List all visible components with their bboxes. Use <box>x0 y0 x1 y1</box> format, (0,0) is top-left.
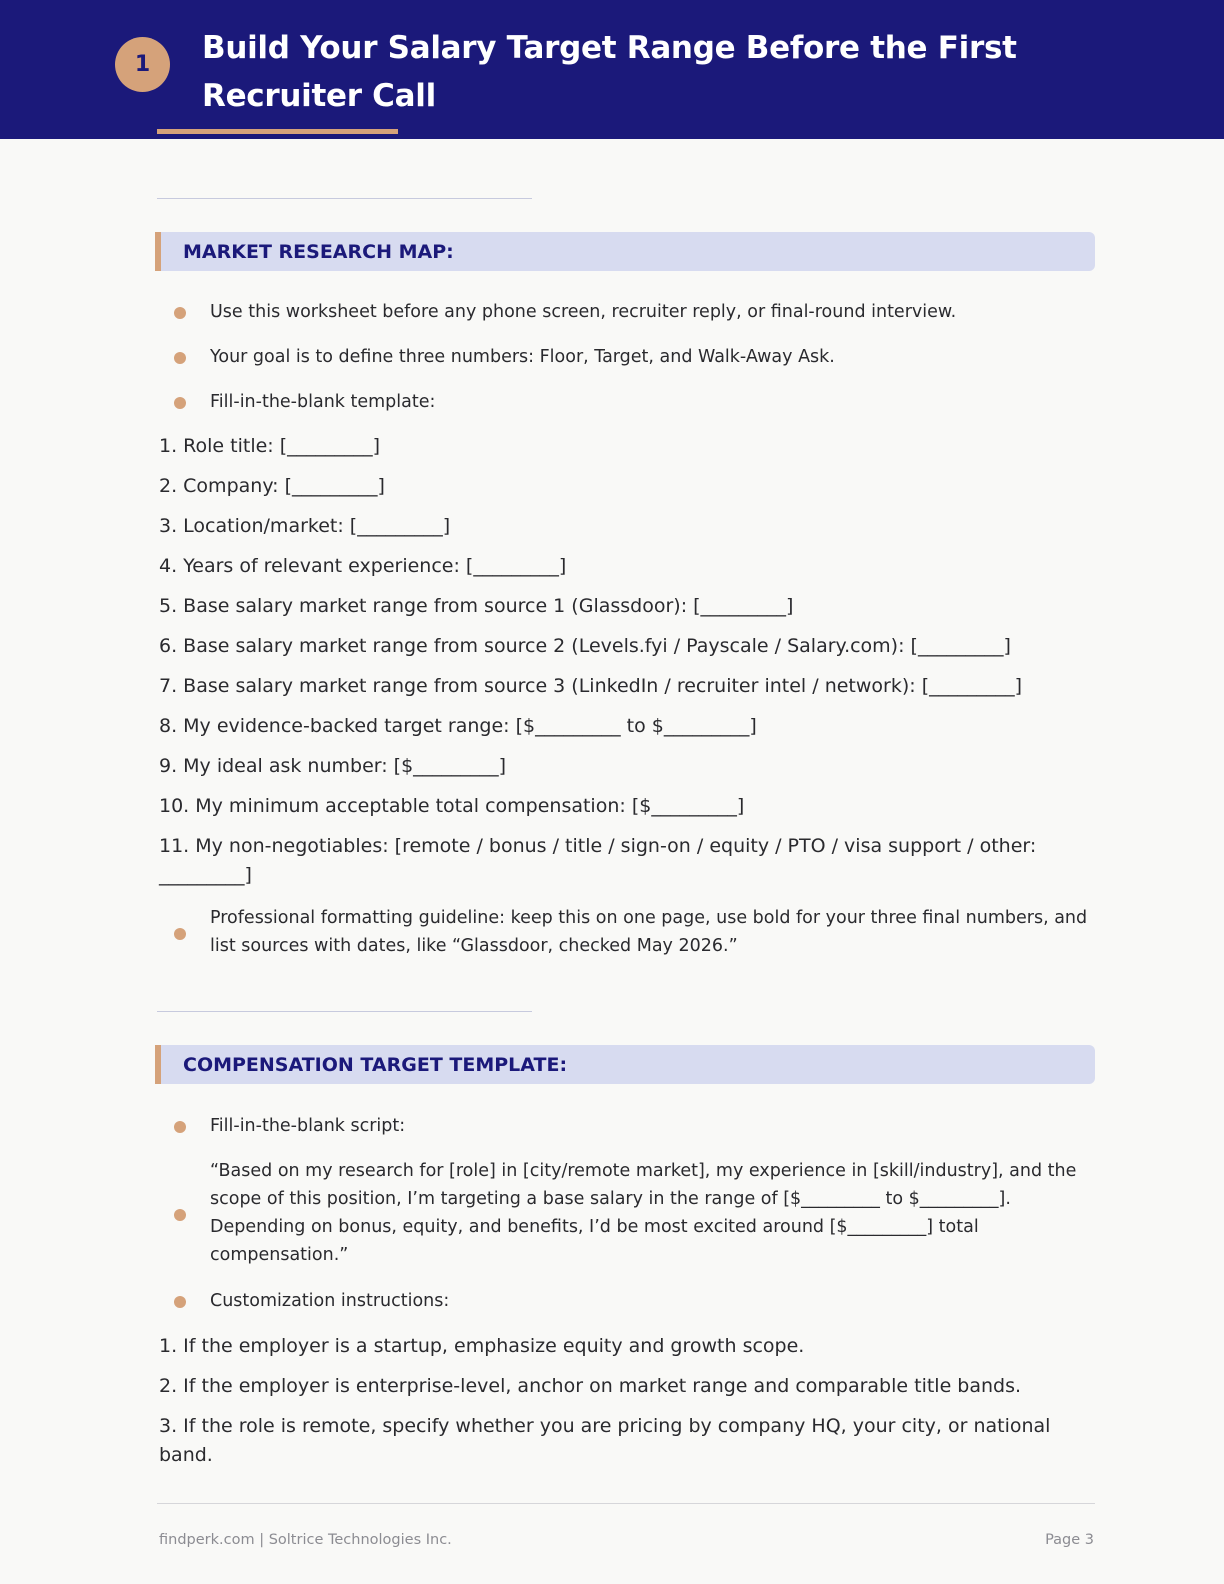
list-item: 11. My non-negotiables: [remote / bonus / title / sign-on / equity / PTO / visa support / other: _________] <box>159 835 1037 886</box>
list-item: 2. Company: [_________] <box>159 475 385 497</box>
list-item: 8. My evidence-backed target range: [$_________ to $_________] <box>159 715 757 737</box>
section-heading-market-research: MARKET RESEARCH MAP: <box>155 232 1095 271</box>
footer-divider <box>157 1503 1095 1504</box>
list-item: 9. My ideal ask number: [$_________] <box>159 755 507 777</box>
footer-source: findperk.com | Soltrice Technologies Inc. <box>159 1532 452 1548</box>
list-item: 1. Role title: [_________] <box>159 435 381 457</box>
bullet-item: Customization instructions: <box>210 1291 450 1311</box>
bullet-item: Your goal is to define three numbers: Floor, Target, and Walk-Away Ask. <box>210 347 835 367</box>
list-item: 3. If the role is remote, specify whether you are pricing by company HQ, your city, or national band. <box>159 1415 1051 1466</box>
negotiation-script: “Based on my research for [role] in [city/remote market], my experience in [skill/industry], and the scope of this position, I’m targeting a base salary in the range of [$_________ to $_________]. Depending on bonus, equity, and benefits, I’d be most excited around [$_________] total compensation.” <box>210 1161 1077 1265</box>
bullet-dot <box>174 1296 186 1308</box>
section-divider <box>157 1011 532 1012</box>
list-item: 6. Base salary market range from source 2 (Levels.fyi / Payscale / Salary.com): [_________] <box>159 635 1011 657</box>
bullet-item: Use this worksheet before any phone screen, recruiter reply, or final-round interview. <box>210 302 957 322</box>
section-heading-compensation-template: COMPENSATION TARGET TEMPLATE: <box>155 1045 1095 1084</box>
page-header <box>0 0 1224 139</box>
list-item: 1. If the employer is a startup, emphasize equity and growth scope. <box>159 1335 805 1357</box>
section-number-badge: 1 <box>115 37 170 92</box>
bullet-item: Fill-in-the-blank script: <box>210 1116 406 1136</box>
list-item: 5. Base salary market range from source 1 (Glassdoor): [_________] <box>159 595 794 617</box>
list-item: 3. Location/market: [_________] <box>159 515 451 537</box>
title-accent-underline <box>157 129 398 134</box>
formatting-guideline: Professional formatting guideline: keep this on one page, use bold for your three final numbers, and list sources with dates, like “Glassdoor, checked May 2026.” <box>210 908 1088 956</box>
list-item: 2. If the employer is enterprise-level, anchor on market range and comparable title bands. <box>159 1375 1022 1397</box>
page-number: Page 3 <box>1045 1532 1094 1548</box>
section-divider <box>157 198 532 199</box>
bullet-dot <box>174 1209 186 1221</box>
bullet-dot <box>174 397 186 409</box>
list-item: 10. My minimum acceptable total compensation: [$_________] <box>159 795 745 817</box>
bullet-item: Fill-in-the-blank template: <box>210 392 436 412</box>
bullet-dot <box>174 307 186 319</box>
bullet-dot <box>174 928 186 940</box>
bullet-dot <box>174 1121 186 1133</box>
list-item: 4. Years of relevant experience: [_________] <box>159 555 567 577</box>
bullet-dot <box>174 352 186 364</box>
page-title: Build Your Salary Target Range Before the First Recruiter Call <box>202 30 1017 114</box>
list-item: 7. Base salary market range from source 3 (LinkedIn / recruiter intel / network): [_________] <box>159 675 1023 697</box>
